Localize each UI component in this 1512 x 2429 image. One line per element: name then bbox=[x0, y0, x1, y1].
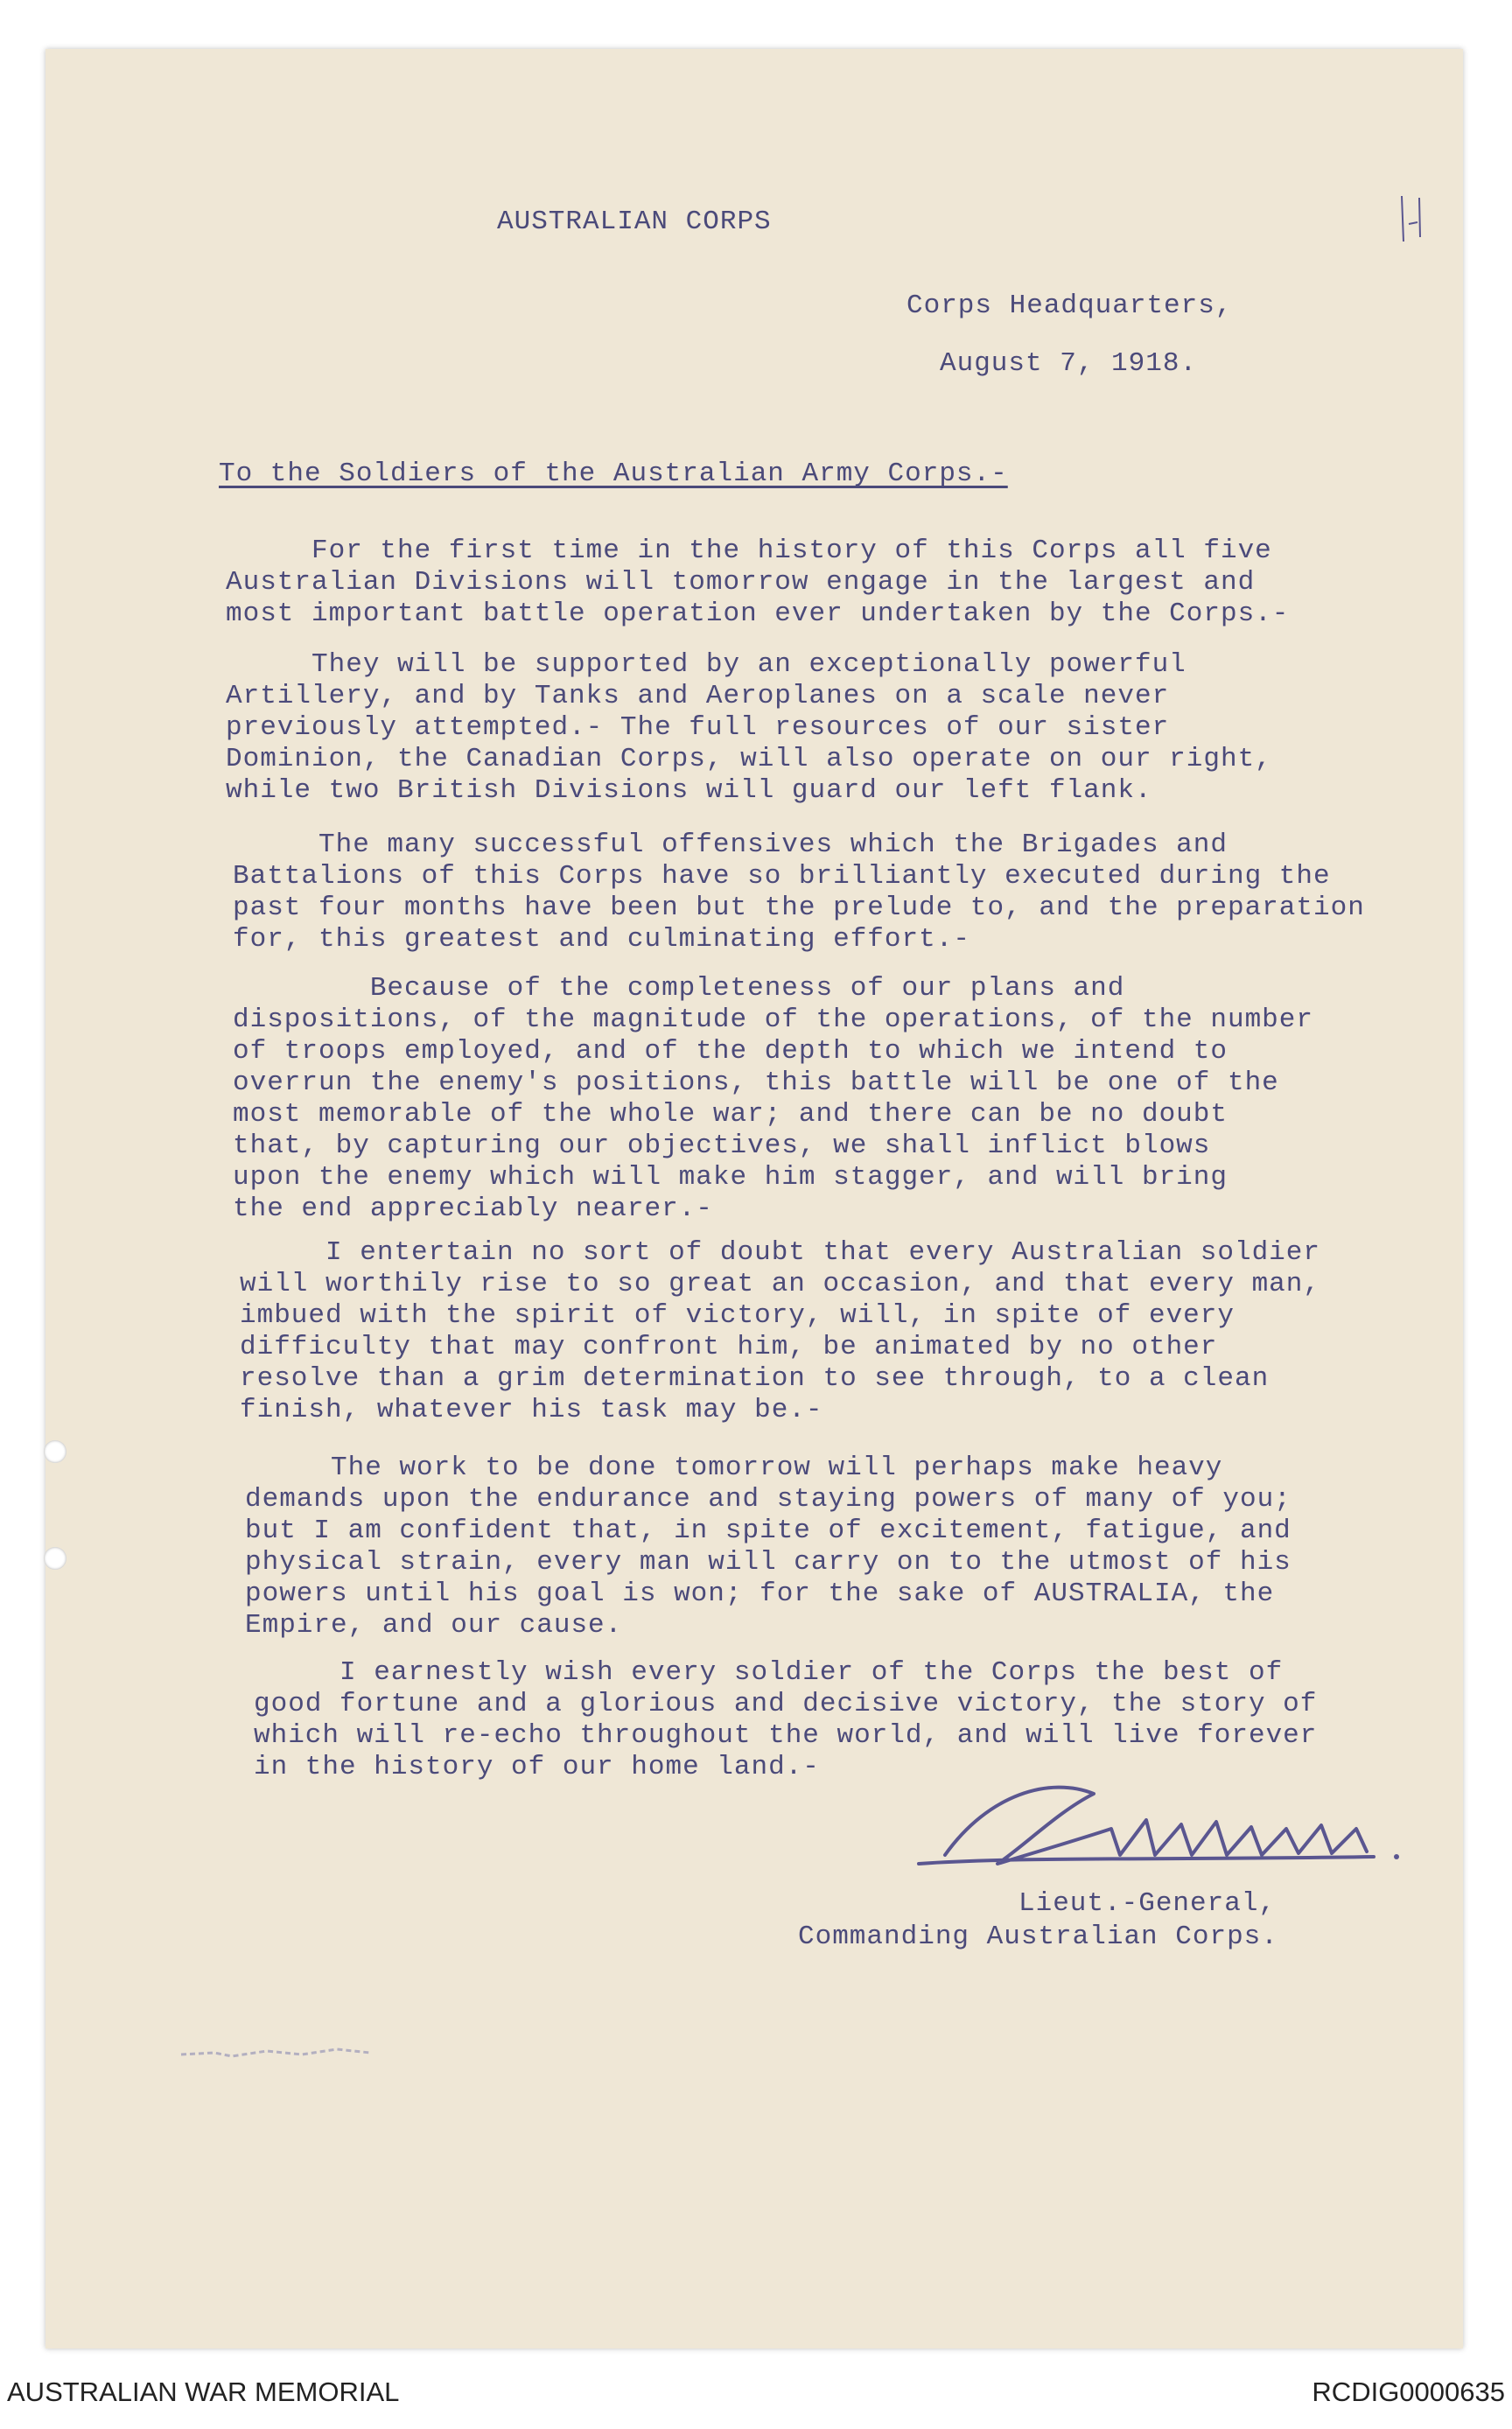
punch-hole bbox=[44, 1440, 66, 1463]
letter-heading: AUSTRALIAN CORPS bbox=[497, 206, 772, 237]
ink-smudge bbox=[179, 2044, 372, 2062]
paragraph-5: I entertain no sort of doubt that every Australian soldier will worthily rise to so great an occasion, and that every man, imbued with the spirit of victory, will, in spite of every difficulty that may confront him, be animated by no other resolve than a grim determination to see through, to a clean finish, whatever his task may be.- bbox=[240, 1237, 1320, 1425]
letter-salutation: To the Soldiers of the Australian Army Corps.- bbox=[219, 458, 1008, 489]
signature bbox=[884, 1759, 1409, 1890]
paragraph-4: Because of the completeness of our plans and dispositions, of the magnitude of the operations, of the number of troops employed, and of the depth to which we intend to overrun the enemy's positions, this battle will be one of the most memorable of the whole war; and there can be no doubt that, by capturing our objectives, we shall inflict blows upon the enemy which will make him stagger, and will bring the end appreciably nearer.- bbox=[233, 973, 1313, 1224]
signature-title-2: Commanding Australian Corps. bbox=[798, 1922, 1278, 1952]
corner-annotation bbox=[1393, 189, 1428, 250]
letter-place: Corps Headquarters, bbox=[906, 290, 1233, 321]
punch-hole bbox=[44, 1547, 66, 1570]
letter-date: August 7, 1918. bbox=[940, 348, 1198, 379]
paragraph-3: The many successful offensives which the Brigades and Battalions of this Corps have so brilliantly executed during the past four months have been but the prelude to, and the preparation for, this greatest and culminating effort.- bbox=[233, 830, 1365, 955]
footer-source: AUSTRALIAN WAR MEMORIAL bbox=[7, 2376, 400, 2407]
paragraph-1: For the first time in the history of this Corps all five Australian Divisions will tomorrow engage in the largest and most important battle operation ever undertaken by the Corps.- bbox=[226, 536, 1290, 629]
paragraph-2: They will be supported by an exceptionally powerful Artillery, and by Tanks and Aeroplanes on a scale never previously attempted.- The full resources of our sister Dominion, the Canadian Corps, will also operate on our right, while two British Divisions will guard our left flank. bbox=[226, 649, 1272, 806]
paragraph-6: The work to be done tomorrow will perhaps make heavy demands upon the endurance and staying powers of many of you; but I am confident that, in spite of excitement, fatigue, and physical strain, every man will carry on to the utmost of his powers until his goal is won; for the sake of AUSTRALIA, the Empire, and our cause. bbox=[245, 1452, 1292, 1641]
paragraph-7: I earnestly wish every soldier of the Corps the best of good fortune and a glorious and decisive victory, the story of which will re-echo throughout the world, and will live forever in the history of our home land.- bbox=[254, 1657, 1318, 1782]
footer-id: RCDIG0000635 bbox=[1312, 2376, 1505, 2407]
signature-title-1: Lieut.-General, bbox=[1018, 1888, 1277, 1919]
